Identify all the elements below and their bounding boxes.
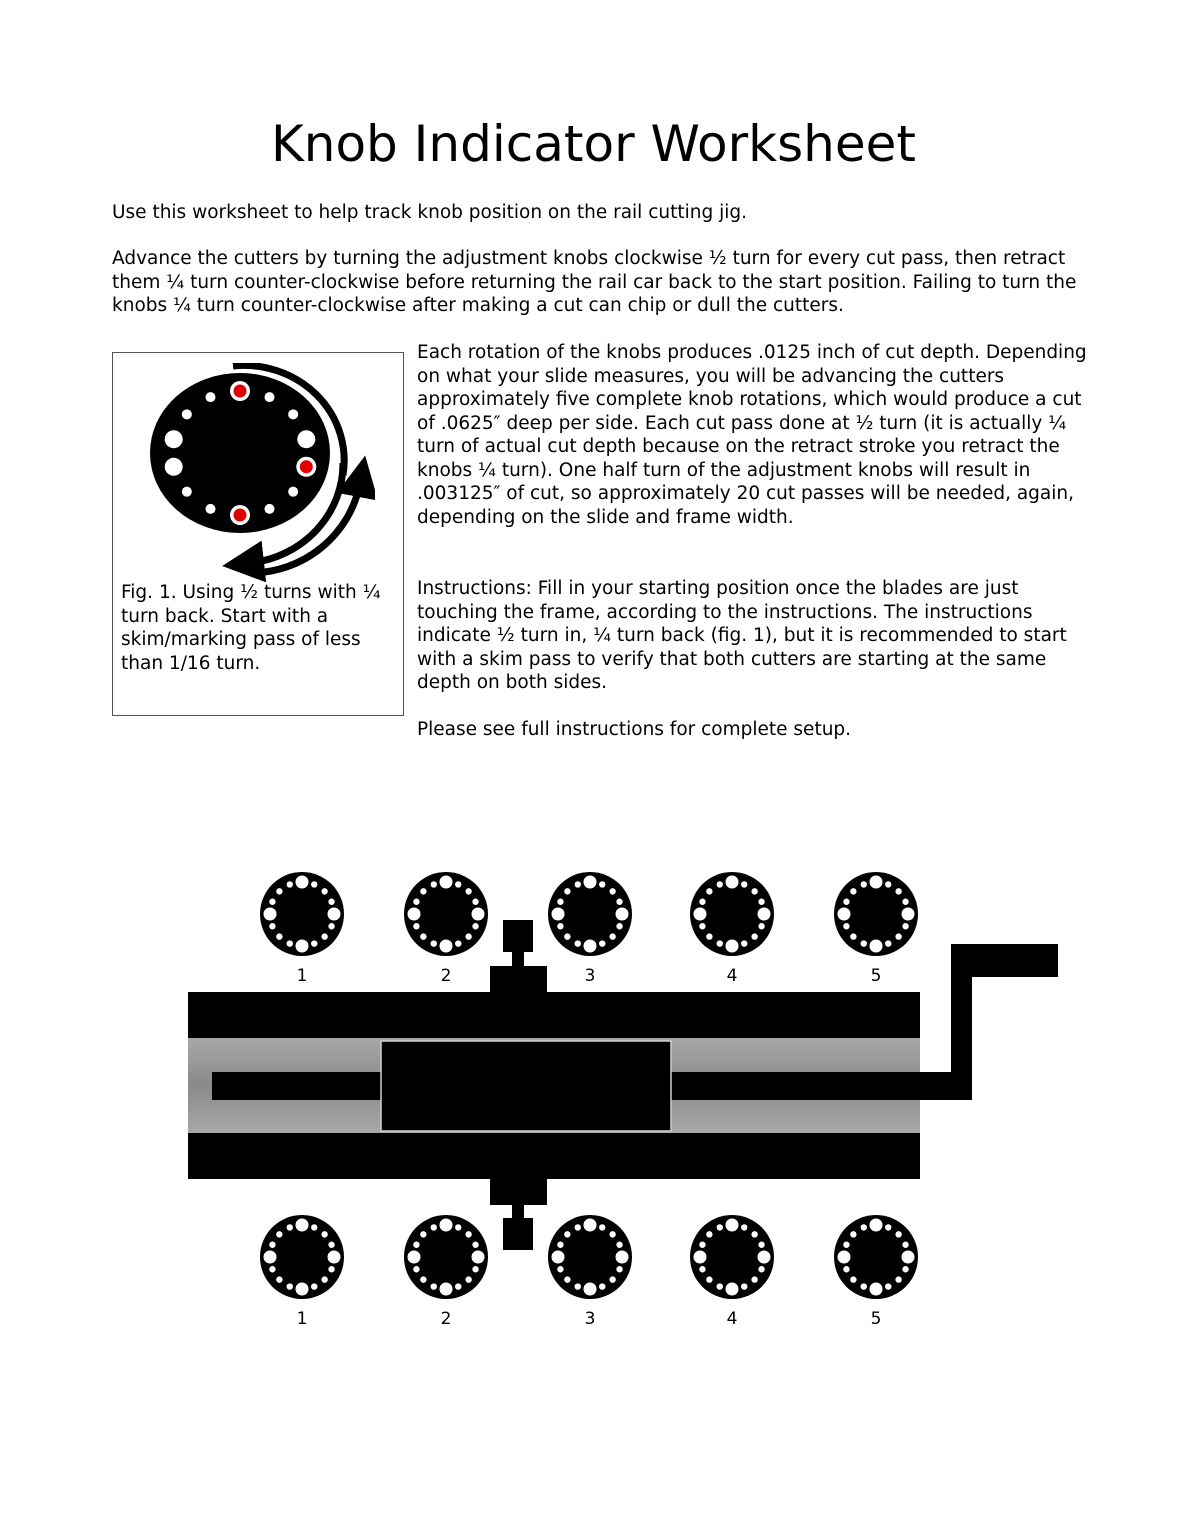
top-knob-row	[260, 872, 918, 986]
see-full-instructions-text: Please see full instructions for complete setup.	[417, 719, 852, 740]
knob-rotation-figure	[145, 363, 375, 583]
knob-hole	[741, 940, 747, 946]
knob-hole	[420, 888, 426, 894]
knob-hole	[843, 899, 849, 905]
top-knob-3	[548, 872, 632, 986]
knob-hole	[584, 1219, 597, 1232]
knob-hole	[717, 1224, 723, 1230]
knob-hole	[431, 1224, 437, 1230]
knob-hole	[616, 908, 629, 921]
knob-hole	[758, 908, 771, 921]
knob-hole	[420, 1231, 426, 1237]
knob-number-label: 2	[440, 966, 452, 986]
knob-hole	[269, 1266, 275, 1272]
rail-car	[381, 1041, 671, 1131]
knob-hole	[413, 899, 419, 905]
knob-hole	[557, 1266, 563, 1272]
knob-hole	[741, 881, 747, 887]
knob-hole	[420, 933, 426, 939]
rail-cutting-jig-diagram	[0, 840, 1187, 1340]
knob-hole	[265, 504, 275, 514]
knob-hole	[276, 933, 282, 939]
page-title: Knob Indicator Worksheet	[270, 115, 917, 173]
knob-hole	[902, 908, 915, 921]
knob-hole	[552, 908, 565, 921]
knob-hole	[699, 899, 705, 905]
knob-hole	[311, 940, 317, 946]
knob-hole	[455, 940, 461, 946]
knob-hole	[575, 1283, 581, 1289]
knob-hole	[895, 1276, 901, 1282]
top-frame-bar	[188, 992, 920, 1038]
knob-hole	[850, 933, 856, 939]
knob-hole	[741, 1283, 747, 1289]
knob-hole	[205, 392, 215, 402]
knob-hole	[751, 1276, 757, 1282]
bottom-knob-5	[834, 1215, 918, 1329]
knob-hole	[699, 923, 705, 929]
knob-hole	[902, 899, 908, 905]
knob-hole	[287, 940, 293, 946]
knob-hole	[706, 933, 712, 939]
knob-hole	[455, 1283, 461, 1289]
knob-hole	[287, 1224, 293, 1230]
knob-hole	[408, 1251, 421, 1264]
knob-hole	[321, 933, 327, 939]
knob-hole	[706, 1276, 712, 1282]
knob-hole	[843, 1266, 849, 1272]
knob-hole	[328, 1251, 341, 1264]
knob-hole	[455, 1224, 461, 1230]
knob-hole	[465, 1231, 471, 1237]
knob-hole	[843, 923, 849, 929]
knob-hole	[296, 1219, 309, 1232]
knob-hole	[552, 1251, 565, 1264]
knob-hole	[758, 1242, 764, 1248]
knob-hole	[311, 881, 317, 887]
knob-hole	[328, 1266, 334, 1272]
knob-hole	[609, 1231, 615, 1237]
top-knob-1	[260, 872, 344, 986]
knob-hole	[895, 933, 901, 939]
knob-hole	[717, 940, 723, 946]
red-position-marker	[234, 385, 247, 398]
knob-hole	[413, 1266, 419, 1272]
top-knob-5	[834, 872, 918, 986]
knob-hole	[850, 888, 856, 894]
knob-number-label: 3	[584, 966, 596, 986]
knob-hole	[599, 1283, 605, 1289]
knob-hole	[431, 940, 437, 946]
knob-hole	[420, 1276, 426, 1282]
knob-hole	[699, 1242, 705, 1248]
knob-hole	[902, 923, 908, 929]
bottom-cutter-block	[490, 1177, 547, 1205]
bottom-knob-2	[404, 1215, 488, 1329]
knob-hole	[440, 940, 453, 953]
knob-hole	[751, 933, 757, 939]
red-position-marker	[300, 460, 313, 473]
knob-hole	[564, 933, 570, 939]
knob-hole	[599, 1224, 605, 1230]
knob-hole	[616, 899, 622, 905]
knob-number-label: 4	[726, 966, 738, 986]
intro-text: Use this worksheet to help track knob position on the rail cutting jig.	[112, 202, 747, 223]
knob-hole	[616, 1266, 622, 1272]
top-knob-2	[404, 872, 488, 986]
knob-hole	[564, 1276, 570, 1282]
instructions-text: Instructions: Fill in your starting position once the blades are just touching the frame, according to the instructions. The instructions indicate ½ turn in, ¼ turn back (fig. 1), but it is recommended to start with a skim pass to verify that both cutters are starting at the same depth on both sides.	[417, 578, 1067, 693]
knob-hole	[413, 1242, 419, 1248]
bottom-knob-3	[548, 1215, 632, 1329]
knob-hole	[751, 888, 757, 894]
knob-hole	[465, 1276, 471, 1282]
knob-hole	[758, 1251, 771, 1264]
knob-hole	[311, 1224, 317, 1230]
knob-hole	[584, 1283, 597, 1296]
knob-hole	[584, 940, 597, 953]
knob-hole	[758, 923, 764, 929]
knob-hole	[895, 888, 901, 894]
knob-hole	[902, 1242, 908, 1248]
knob-hole	[297, 430, 315, 448]
knob-hole	[165, 458, 183, 476]
knob-hole	[328, 1242, 334, 1248]
knob-hole	[557, 899, 563, 905]
knob-hole	[694, 1251, 707, 1264]
knob-hole	[296, 940, 309, 953]
knob-hole	[758, 899, 764, 905]
knob-hole	[564, 1231, 570, 1237]
knob-hole	[288, 487, 298, 497]
knob-hole	[472, 1266, 478, 1272]
knob-hole	[575, 881, 581, 887]
knob-hole	[455, 881, 461, 887]
knob-hole	[321, 1231, 327, 1237]
knob-hole	[472, 908, 485, 921]
knob-hole	[440, 1219, 453, 1232]
knob-number-label: 5	[870, 1309, 882, 1329]
knob-hole	[726, 1283, 739, 1296]
knob-hole	[609, 933, 615, 939]
knob-hole	[408, 908, 421, 921]
knob-hole	[205, 504, 215, 514]
knob-hole	[726, 940, 739, 953]
knob-hole	[472, 899, 478, 905]
knob-hole	[838, 908, 851, 921]
top-knob-4	[690, 872, 774, 986]
knob-hole	[850, 1276, 856, 1282]
knob-hole	[288, 409, 298, 419]
figure-1-box	[112, 352, 404, 716]
knob-number-label: 1	[296, 966, 308, 986]
knob-hole	[431, 1283, 437, 1289]
knob-hole	[616, 923, 622, 929]
knob-hole	[276, 1276, 282, 1282]
bottom-cutter-stem	[503, 1218, 533, 1250]
knob-hole	[465, 933, 471, 939]
knob-hole	[472, 923, 478, 929]
knob-number-label: 2	[440, 1309, 452, 1329]
knob-hole	[751, 1231, 757, 1237]
knob-hole	[584, 876, 597, 889]
knob-number-label: 1	[296, 1309, 308, 1329]
knob-hole	[440, 876, 453, 889]
top-cutter-neck	[512, 950, 524, 968]
knob-hole	[311, 1283, 317, 1289]
knob-hole	[165, 430, 183, 448]
knob-hole	[885, 881, 891, 887]
knob-hole	[296, 1283, 309, 1296]
knob-hole	[717, 881, 723, 887]
knob-hole	[838, 1251, 851, 1264]
knob-hole	[575, 940, 581, 946]
knob-hole	[328, 899, 334, 905]
knob-hole	[902, 1251, 915, 1264]
knob-hole	[269, 899, 275, 905]
knob-hole	[440, 1283, 453, 1296]
knob-hole	[870, 1219, 883, 1232]
knob-hole	[557, 923, 563, 929]
knob-hole	[850, 1231, 856, 1237]
figure-caption: Fig. 1. Using ½ turns with ¼ turn back. Start with a skim/marking pass of less than 1/16 turn.	[121, 582, 381, 674]
knob-hole	[870, 876, 883, 889]
knob-hole	[264, 908, 277, 921]
knob-number-label: 5	[870, 966, 882, 986]
knob-hole	[694, 908, 707, 921]
knob-hole	[328, 923, 334, 929]
knob-hole	[296, 876, 309, 889]
knob-hole	[726, 1219, 739, 1232]
knob-hole	[264, 1251, 277, 1264]
bottom-frame-bar	[188, 1133, 920, 1179]
knob-hole	[557, 1242, 563, 1248]
knob-hole	[609, 1276, 615, 1282]
knob-hole	[885, 1224, 891, 1230]
top-cutter-stem	[503, 920, 533, 952]
knob-hole	[472, 1242, 478, 1248]
bottom-knob-row	[260, 1215, 918, 1329]
knob-hole	[885, 1283, 891, 1289]
knob-hole	[616, 1242, 622, 1248]
knob-hole	[706, 888, 712, 894]
knob-hole	[413, 923, 419, 929]
knob-hole	[706, 1231, 712, 1237]
bottom-knob-4	[690, 1215, 774, 1329]
knob-hole	[575, 1224, 581, 1230]
knob-hole	[717, 1283, 723, 1289]
top-cutter-block	[490, 966, 547, 994]
knob-hole	[287, 1283, 293, 1289]
knob-hole	[276, 888, 282, 894]
knob-hole	[321, 888, 327, 894]
rotation-explanation-text: Each rotation of the knobs produces .0125 inch of cut depth. Depending on what your slide measures, you will be advancing the cutters approximately five complete knob rotations, which would produce a cut of .0625″ deep per side. Each cut pass done at ½ turn (it is actually ¼ turn of actual cut depth because on the retract stroke you retract the knobs ¼ turn). One half turn of the adjustment knobs will result in .003125″ of cut, so approximately 20 cut passes will be needed, again, depending on the slide and frame width.	[417, 342, 1087, 528]
knob-hole	[328, 908, 341, 921]
crank-handle	[951, 944, 1058, 977]
knob-hole	[269, 1242, 275, 1248]
advance-instructions-text: Advance the cutters by turning the adjustment knobs clockwise ½ turn for every cut pass, then retract them ¼ turn counter-clockwise before returning the rail car back to the start position. Failing to turn the knobs ¼ turn counter-clockwise after making a cut can chip or dull the cutters.	[112, 248, 1077, 316]
knob-hole	[465, 888, 471, 894]
red-position-marker	[234, 509, 247, 522]
knob-hole	[182, 487, 192, 497]
knob-hole	[431, 881, 437, 887]
knob-number-label: 3	[584, 1309, 596, 1329]
knob-hole	[564, 888, 570, 894]
knob-hole	[885, 940, 891, 946]
knob-hole	[861, 1224, 867, 1230]
knob-number-label: 4	[726, 1309, 738, 1329]
knob-hole	[182, 409, 192, 419]
bottom-knob-1	[260, 1215, 344, 1329]
knob-hole	[895, 1231, 901, 1237]
knob-hole	[758, 1266, 764, 1272]
knob-hole	[599, 881, 605, 887]
knob-hole	[861, 881, 867, 887]
knob-hole	[861, 940, 867, 946]
knob-hole	[609, 888, 615, 894]
knob-hole	[699, 1266, 705, 1272]
knob-hole	[321, 1276, 327, 1282]
knob-hole	[861, 1283, 867, 1289]
knob-hole	[616, 1251, 629, 1264]
knob-hole	[276, 1231, 282, 1237]
knob-hole	[726, 876, 739, 889]
knob-hole	[472, 1251, 485, 1264]
knob-hole	[741, 1224, 747, 1230]
knob-hole	[902, 1266, 908, 1272]
knob-hole	[870, 940, 883, 953]
knob-hole	[599, 940, 605, 946]
knob-hole	[269, 923, 275, 929]
knob-hole	[265, 392, 275, 402]
knob-hole	[870, 1283, 883, 1296]
knob-hole	[843, 1242, 849, 1248]
knob-hole	[287, 881, 293, 887]
